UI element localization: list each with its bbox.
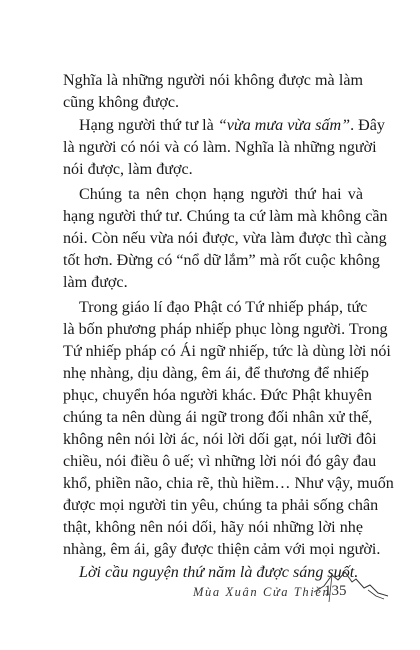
text-line: Trong giáo lí đạo Phật có Tứ nhiếp pháp, tức [79, 299, 368, 316]
text-line: tốt hơn. Đừng có “nổ dữ lắm” mà rốt cuộc không [63, 252, 380, 269]
text-line: là người có nói và có làm. Nghĩa là những người [63, 139, 377, 156]
text-fragment: . Đây [350, 117, 385, 134]
text-line: hạng người thứ tư. Chúng ta cứ làm mà không cần [63, 208, 388, 225]
text-line: là bốn phương pháp nhiếp phục lòng người. Trong [63, 321, 388, 338]
text-line: nhẹ nhàng, dịu dàng, êm ái, để thương để nhiếp [63, 365, 369, 382]
text-line: chiều, nói điều ô uế; vì những lời nói đó gây đau [63, 453, 377, 470]
text-line: nói được, làm được. [63, 161, 193, 178]
text-line-italic: Lời cầu nguyện thứ năm là được sáng suốt. [79, 564, 359, 581]
text-line: khổ, phiền não, chia rẽ, thù hiềm… Như vậy, muốn [63, 475, 394, 492]
text-line: thật, không nên nói dối, hãy nói những lời nhẹ [63, 519, 363, 536]
text-line: được mọi người tin yêu, chúng ta phải sống chân [63, 497, 379, 514]
page-number: 135 [324, 583, 347, 599]
text-line: cũng không được. [63, 94, 180, 111]
text-line: Nghĩa là những người nói không được mà làm [63, 72, 363, 89]
mountain-ornament-icon [312, 566, 390, 606]
text-fragment: Hạng người thứ tư là [79, 117, 218, 134]
text-line: làm được. [63, 274, 128, 291]
emphasis-quote: “vừa mưa vừa sấm” [217, 117, 351, 134]
text-line: Tứ nhiếp pháp có Ái ngữ nhiếp, tức là dùng lời nói [63, 343, 391, 360]
running-footer-book-title: Mùa Xuân Cửa Thiền [193, 585, 331, 599]
text-line [79, 115, 385, 137]
text-line: nhàng, êm ái, gây được thiện cảm với mọi người. [63, 541, 381, 558]
text-line: phục, chuyển hóa người khác. Đức Phật khuyên [63, 387, 372, 404]
text-line: nói. Còn nếu vừa nói được, vừa làm được thì càng [63, 230, 387, 247]
text-line: chúng ta nên dùng ái ngữ trong đối nhân xử thế, [63, 409, 373, 426]
text-line: Chúng ta nên chọn hạng người thứ hai và [79, 186, 363, 203]
text-line: không nên nói lời ác, nói lời dối gạt, nói lưỡi đôi [63, 431, 377, 448]
